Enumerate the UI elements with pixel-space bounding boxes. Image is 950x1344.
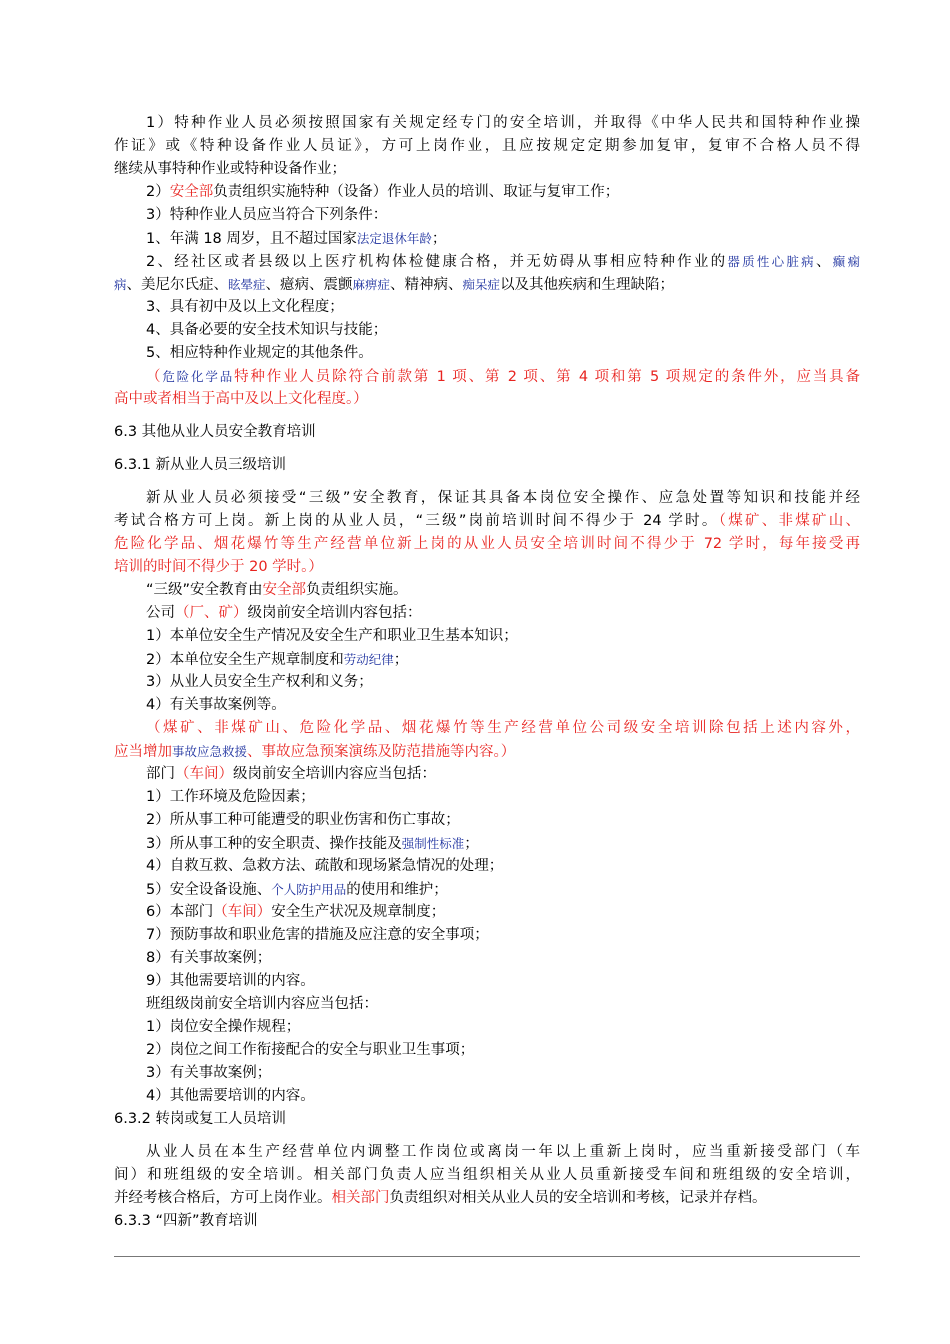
note-line: 高中或者相当于高中及以上文化程度。） bbox=[114, 391, 368, 407]
list-item: 3）从业人员安全生产权利和义务； bbox=[146, 674, 373, 690]
list-item: 4）其他需要培训的内容。 bbox=[146, 1088, 315, 1104]
paragraph-line: 1）特种作业人员必须按照国家有关规定经专门的安全培训，并取得《中华人民共和国特种作业操 bbox=[146, 115, 860, 131]
condition-item: 5、相应特种作业规定的其他条件。 bbox=[146, 345, 373, 361]
term-link: 麻痹症 bbox=[352, 277, 391, 292]
list-item: 2）本单位安全生产规章制度和劳动纪律； bbox=[146, 652, 409, 668]
condition-item: 3、具有初中及以上文化程度； bbox=[146, 299, 344, 315]
term-link: 劳动纪律 bbox=[343, 652, 394, 667]
note-line: （危险化学品特种作业人员除符合前款第 1 项、第 2 项、第 4 项和第 5 项规定的条件外，应当具备 bbox=[146, 369, 860, 385]
list-item: 3）有关事故案例； bbox=[146, 1065, 272, 1081]
paragraph-line: 3）特种作业人员应当符合下列条件： bbox=[146, 207, 388, 223]
list-item: 6）本部门（车间）安全生产状况及规章制度； bbox=[146, 904, 446, 920]
term-link: 器质性心脏病 bbox=[727, 254, 816, 269]
list-item: 7）预防事故和职业危害的措施及应注意的安全事项； bbox=[146, 927, 489, 943]
term-link: 事故应急救援 bbox=[172, 744, 248, 759]
list-item: 5）安全设备设施、个人防护用品的使用和维护； bbox=[146, 882, 448, 898]
list-item: 1）本单位安全生产情况及安全生产和职业卫生基本知识； bbox=[146, 628, 518, 644]
term-link: 病 bbox=[114, 277, 127, 292]
paragraph-line: 公司（厂、矿）级岗前安全培训内容包括： bbox=[146, 605, 422, 621]
paragraph-line: 班组级岗前安全培训内容应当包括： bbox=[146, 996, 378, 1012]
term-link: 个人防护用品 bbox=[271, 882, 347, 897]
highlight-dept: 相关部门 bbox=[331, 1190, 390, 1206]
note-line: （煤矿、非煤矿山、危险化学品、烟花爆竹等生产经营单位公司级安全培训除包括上述内容外， bbox=[146, 720, 860, 736]
list-item: 4）有关事故案例等。 bbox=[146, 697, 286, 713]
document-page bbox=[114, 112, 860, 1233]
note-line: 培训的时间不得少于 20 学时。） bbox=[114, 559, 323, 575]
term-link: 强制性标准 bbox=[401, 836, 465, 851]
condition-item: 1、年满 18 周岁，且不超过国家法定退休年龄； bbox=[146, 231, 447, 247]
paragraph-line: 作证》或《特种设备作业人员证》，方可上岗作业，且应按规定定期参加复审，复审不合格人员不得 bbox=[114, 138, 860, 154]
condition-item: 4、具备必要的安全技术知识与技能； bbox=[146, 322, 388, 338]
section-heading: 6.3.2 转岗或复工人员培训 bbox=[114, 1111, 287, 1127]
paragraph-line: 部门（车间）级岗前安全培训内容应当包括： bbox=[146, 766, 436, 782]
section-heading: 6.3 其他从业人员安全教育培训 bbox=[114, 424, 316, 440]
list-item: 2）所从事工种可能遭受的职业伤害和伤亡事故； bbox=[146, 812, 460, 828]
highlight-dept: 安全部 bbox=[262, 582, 307, 598]
list-item: 3）所从事工种的安全职责、操作技能及强制性标准； bbox=[146, 836, 479, 852]
paragraph-line: 继续从事特种作业或特种设备作业； bbox=[114, 161, 346, 177]
highlight-dept: 安全部 bbox=[169, 184, 214, 200]
list-item: 4）自救互救、急救方法、疏散和现场紧急情况的处理； bbox=[146, 858, 504, 874]
term-link: 危险化学品 bbox=[162, 369, 235, 384]
term-link: 癫痫 bbox=[832, 254, 860, 269]
term-link: 痴呆症 bbox=[462, 277, 501, 292]
section-heading: 6.3.3 “四新”教育培训 bbox=[114, 1213, 258, 1229]
list-item: 9）其他需要培训的内容。 bbox=[146, 973, 315, 989]
list-item: 8）有关事故案例； bbox=[146, 950, 272, 966]
paragraph-line: 从业人员在本生产经营单位内调整工作岗位或离岗一年以上重新上岗时，应当重新接受部门（车 bbox=[146, 1144, 860, 1160]
term-link: 法定退休年龄 bbox=[356, 231, 432, 246]
paragraph-line: 并经考核合格后，方可上岗作业。相关部门负责组织对相关从业人员的安全培训和考核，记录并存档。 bbox=[114, 1190, 767, 1206]
paragraph-line: 新从业人员必须接受“三级”安全教育，保证其具备本岗位安全操作、应急处置等知识和技能并经 bbox=[146, 490, 860, 506]
paragraph-line: “三级”安全教育由安全部负责组织实施。 bbox=[146, 582, 408, 598]
term-link: 眩晕症 bbox=[228, 277, 266, 292]
paragraph-line: 考试合格方可上岗。新上岗的从业人员，“三级”岗前培训时间不得少于 24 学时。（煤矿、非煤矿山、 bbox=[114, 513, 860, 529]
list-item: 1）岗位安全操作规程； bbox=[146, 1019, 301, 1035]
note-line: 危险化学品、烟花爆竹等生产经营单位新上岗的从业人员安全培训时间不得少于 72 学时，每年接受再 bbox=[114, 536, 860, 552]
note-line: 应当增加事故应急救援、事故应急预案演练及防范措施等内容。） bbox=[114, 744, 516, 760]
condition-item: 2、经社区或者县级以上医疗机构体检健康合格，并无妨碍从事相应特种作业的器质性心脏病、癫痫 bbox=[146, 254, 860, 270]
paragraph-line: 2）安全部负责组织实施特种（设备）作业人员的培训、取证与复审工作； bbox=[146, 184, 620, 200]
footer-rule bbox=[114, 1256, 860, 1257]
paragraph-line: 间）和班组级的安全培训。相关部门负责人应当组织相关从业人员重新接受车间和班组级的安全培训， bbox=[114, 1167, 860, 1183]
condition-item: 病、美尼尔氏症、眩晕症、癔病、震颤麻痹症、精神病、痴呆症以及其他疾病和生理缺陷； bbox=[114, 277, 675, 293]
list-item: 2）岗位之间工作衔接配合的安全与职业卫生事项； bbox=[146, 1042, 475, 1058]
list-item: 1）工作环境及危险因素； bbox=[146, 789, 315, 805]
section-heading: 6.3.1 新从业人员三级培训 bbox=[114, 457, 287, 473]
